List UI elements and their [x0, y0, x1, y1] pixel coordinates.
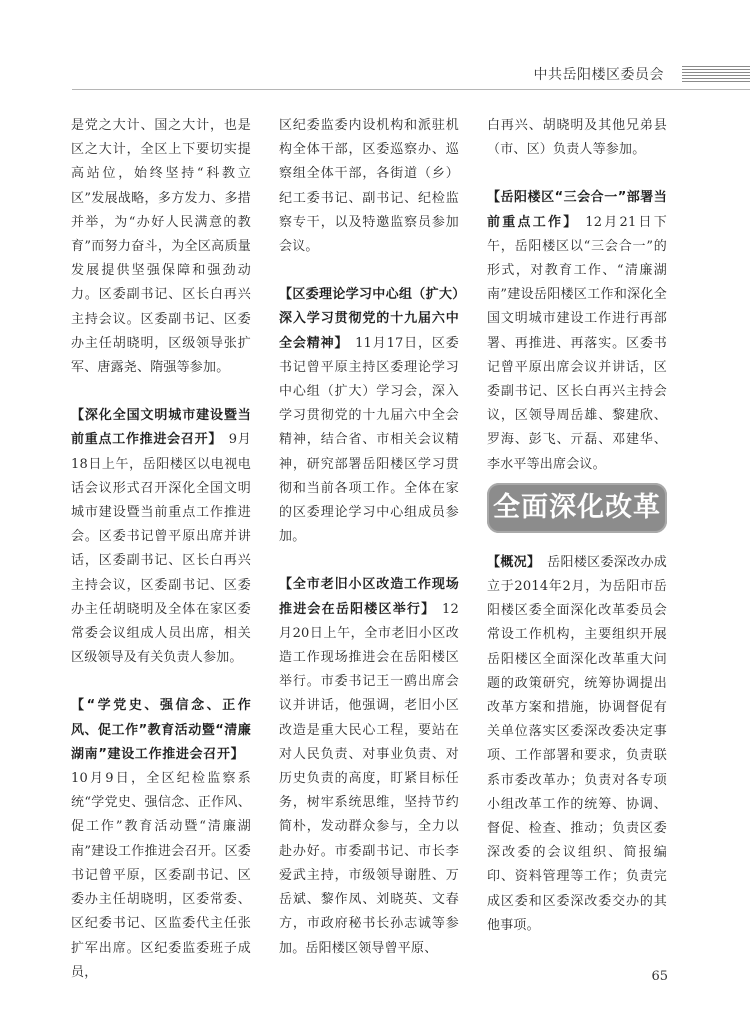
header-divider [72, 89, 750, 90]
paragraph-text: 是党之大计、国之大计，也是区之大计，全区上下要切实提高站位，始终坚持“科教立区”发展战略，多方发力、多措并举，为“办好人民满意的教育”而努力奋斗，为全区高质量发展提供坚强保障和强劲动力。区委副书记、区长白再兴主持会议。区委副书记、区委办主任胡晓明，区级领导张扩军、唐露尧、隋强等参加。 [71, 118, 251, 376]
paragraph-text: 9月18日上午，岳阳楼区以电视电话会议形式召开深化全国文明城市建设暨当前重点工作推进会。区委书记曾平原出席并讲话，区委副书记、区长白再兴主持会议，区委副书记、区委办主任胡晓明及全体在家区委常委会议组成人员出席，相关区级领导及有关负责人参加。 [71, 432, 252, 666]
news-item [487, 186, 667, 476]
body-paragraph [279, 114, 459, 259]
section-title: 全面深化改革 [487, 483, 667, 533]
news-item-heading: 【“学党史、强信念、正作风、促工作”教育活动暨“清廉湖南”建设工作推进会召开】 [71, 698, 251, 762]
paragraph-gap [487, 162, 667, 186]
news-item [279, 573, 459, 960]
news-item [71, 694, 251, 984]
paragraph-text: 10月9日，全区纪检监察系统“学党史、强信念、正作风、促工作”教育活动暨“清廉湖南”建设工作推进会召开。区委书记曾平原，区委副书记、区委办主任胡晓明，区委常委、区纪委书记、区监委代主任张扩军出席。区纪委监委班子成员， [71, 771, 251, 980]
paragraph-text: 11月17日，区委书记曾平原主持区委理论学习中心组（扩大）学习会，深入学习贯彻党的十九届六中全会精神，结合省、市相关会议精神，研究部署岳阳楼区学习贯彻和当前各项工作。全体在家的区委理论学习中心组成员参加。 [279, 335, 459, 545]
paragraph-gap [71, 380, 251, 404]
paragraph-gap [279, 549, 459, 573]
paragraph-text: 岳阳楼区委深改办成立于2014年2月，为岳阳市岳阳楼区委全面深化改革委员会常设工作机构，主要组织开展岳阳楼区全面深化改革重大问题的政策研究，统筹协调提出改革方案和措施，协调督促有关单位落实区委深改委决定事项、工作部署和要求，负责联系市委改革办；负责对各专项小组改革工作的统筹、协调、督促、检查、推动；负责区委深改委的会议组织、简报编印、资料管理等工作；负责完成区委和区委深改委交办的其他事项。 [487, 554, 667, 933]
paragraph-text: 区纪委监委内设机构和派驻机构全体干部，区委巡察办、巡察组全体干部，各街道（乡）纪工委书记、副书记、纪检监察专干，以及特邀监察员参加会议。 [279, 118, 459, 255]
news-item-heading: 【岳阳楼区“三会合一”部署当前重点工作】 [487, 190, 667, 230]
column-2 [279, 114, 459, 961]
news-item [487, 551, 667, 938]
paragraph-text: 12月21日下午，岳阳楼区以“三会合一”的形式，对教育工作、“清廉湖南”建设岳阳楼区工作和深化全国文明城市建设工作进行再部署、再推进、再落实。区委书记曾平原出席会议并讲话，区委副书记、区长白再兴主持会议，区领导周岳雄、黎建欣、罗海、彭飞、亓磊、邓建华、李水平等出席会议。 [487, 214, 668, 472]
header-decoration [682, 66, 750, 82]
news-item-heading: 【全市老旧小区改造工作现场推进会在岳阳楼区举行】 [279, 577, 459, 617]
page-number: 65 [651, 969, 668, 984]
paragraph-text: 12月20日上午，全市老旧小区改造工作现场推进会在岳阳楼区举行。市委书记王一鸥出席会议并讲话，他强调，老旧小区改造是重大民心工程，要站在对人民负责、对事业负责、对历史负责的高度，盯紧目标任务，树牢系统思维，坚持节约简朴，发动群众参与，全力以赴办好。市委副书记、市长李爱武主持，市级领导谢胜、万岳斌、黎作凤、刘晓英、文春方，市政府秘书长孙志诚等参加。岳阳楼区领导曾平原、 [279, 601, 459, 956]
news-item-heading: 【概况】 [487, 554, 541, 570]
news-item [71, 404, 251, 670]
news-item-heading: 【深化全国文明城市建设暨当前重点工作推进会召开】 [71, 408, 251, 448]
paragraph-gap [279, 259, 459, 283]
column-3 [487, 114, 667, 938]
body-paragraph [71, 114, 251, 380]
news-item-heading: 【区委理论学习中心组（扩大）深入学习贯彻党的十九届六中全会精神】 [279, 287, 459, 351]
body-paragraph [487, 114, 667, 162]
paragraph-gap [71, 670, 251, 694]
news-item [279, 283, 459, 549]
column-1 [71, 114, 251, 985]
paragraph-text: 白再兴、胡晓明及其他兄弟县（市、区）负责人等参加。 [487, 118, 667, 158]
header-title: 中共岳阳楼区委员会 [533, 67, 664, 83]
